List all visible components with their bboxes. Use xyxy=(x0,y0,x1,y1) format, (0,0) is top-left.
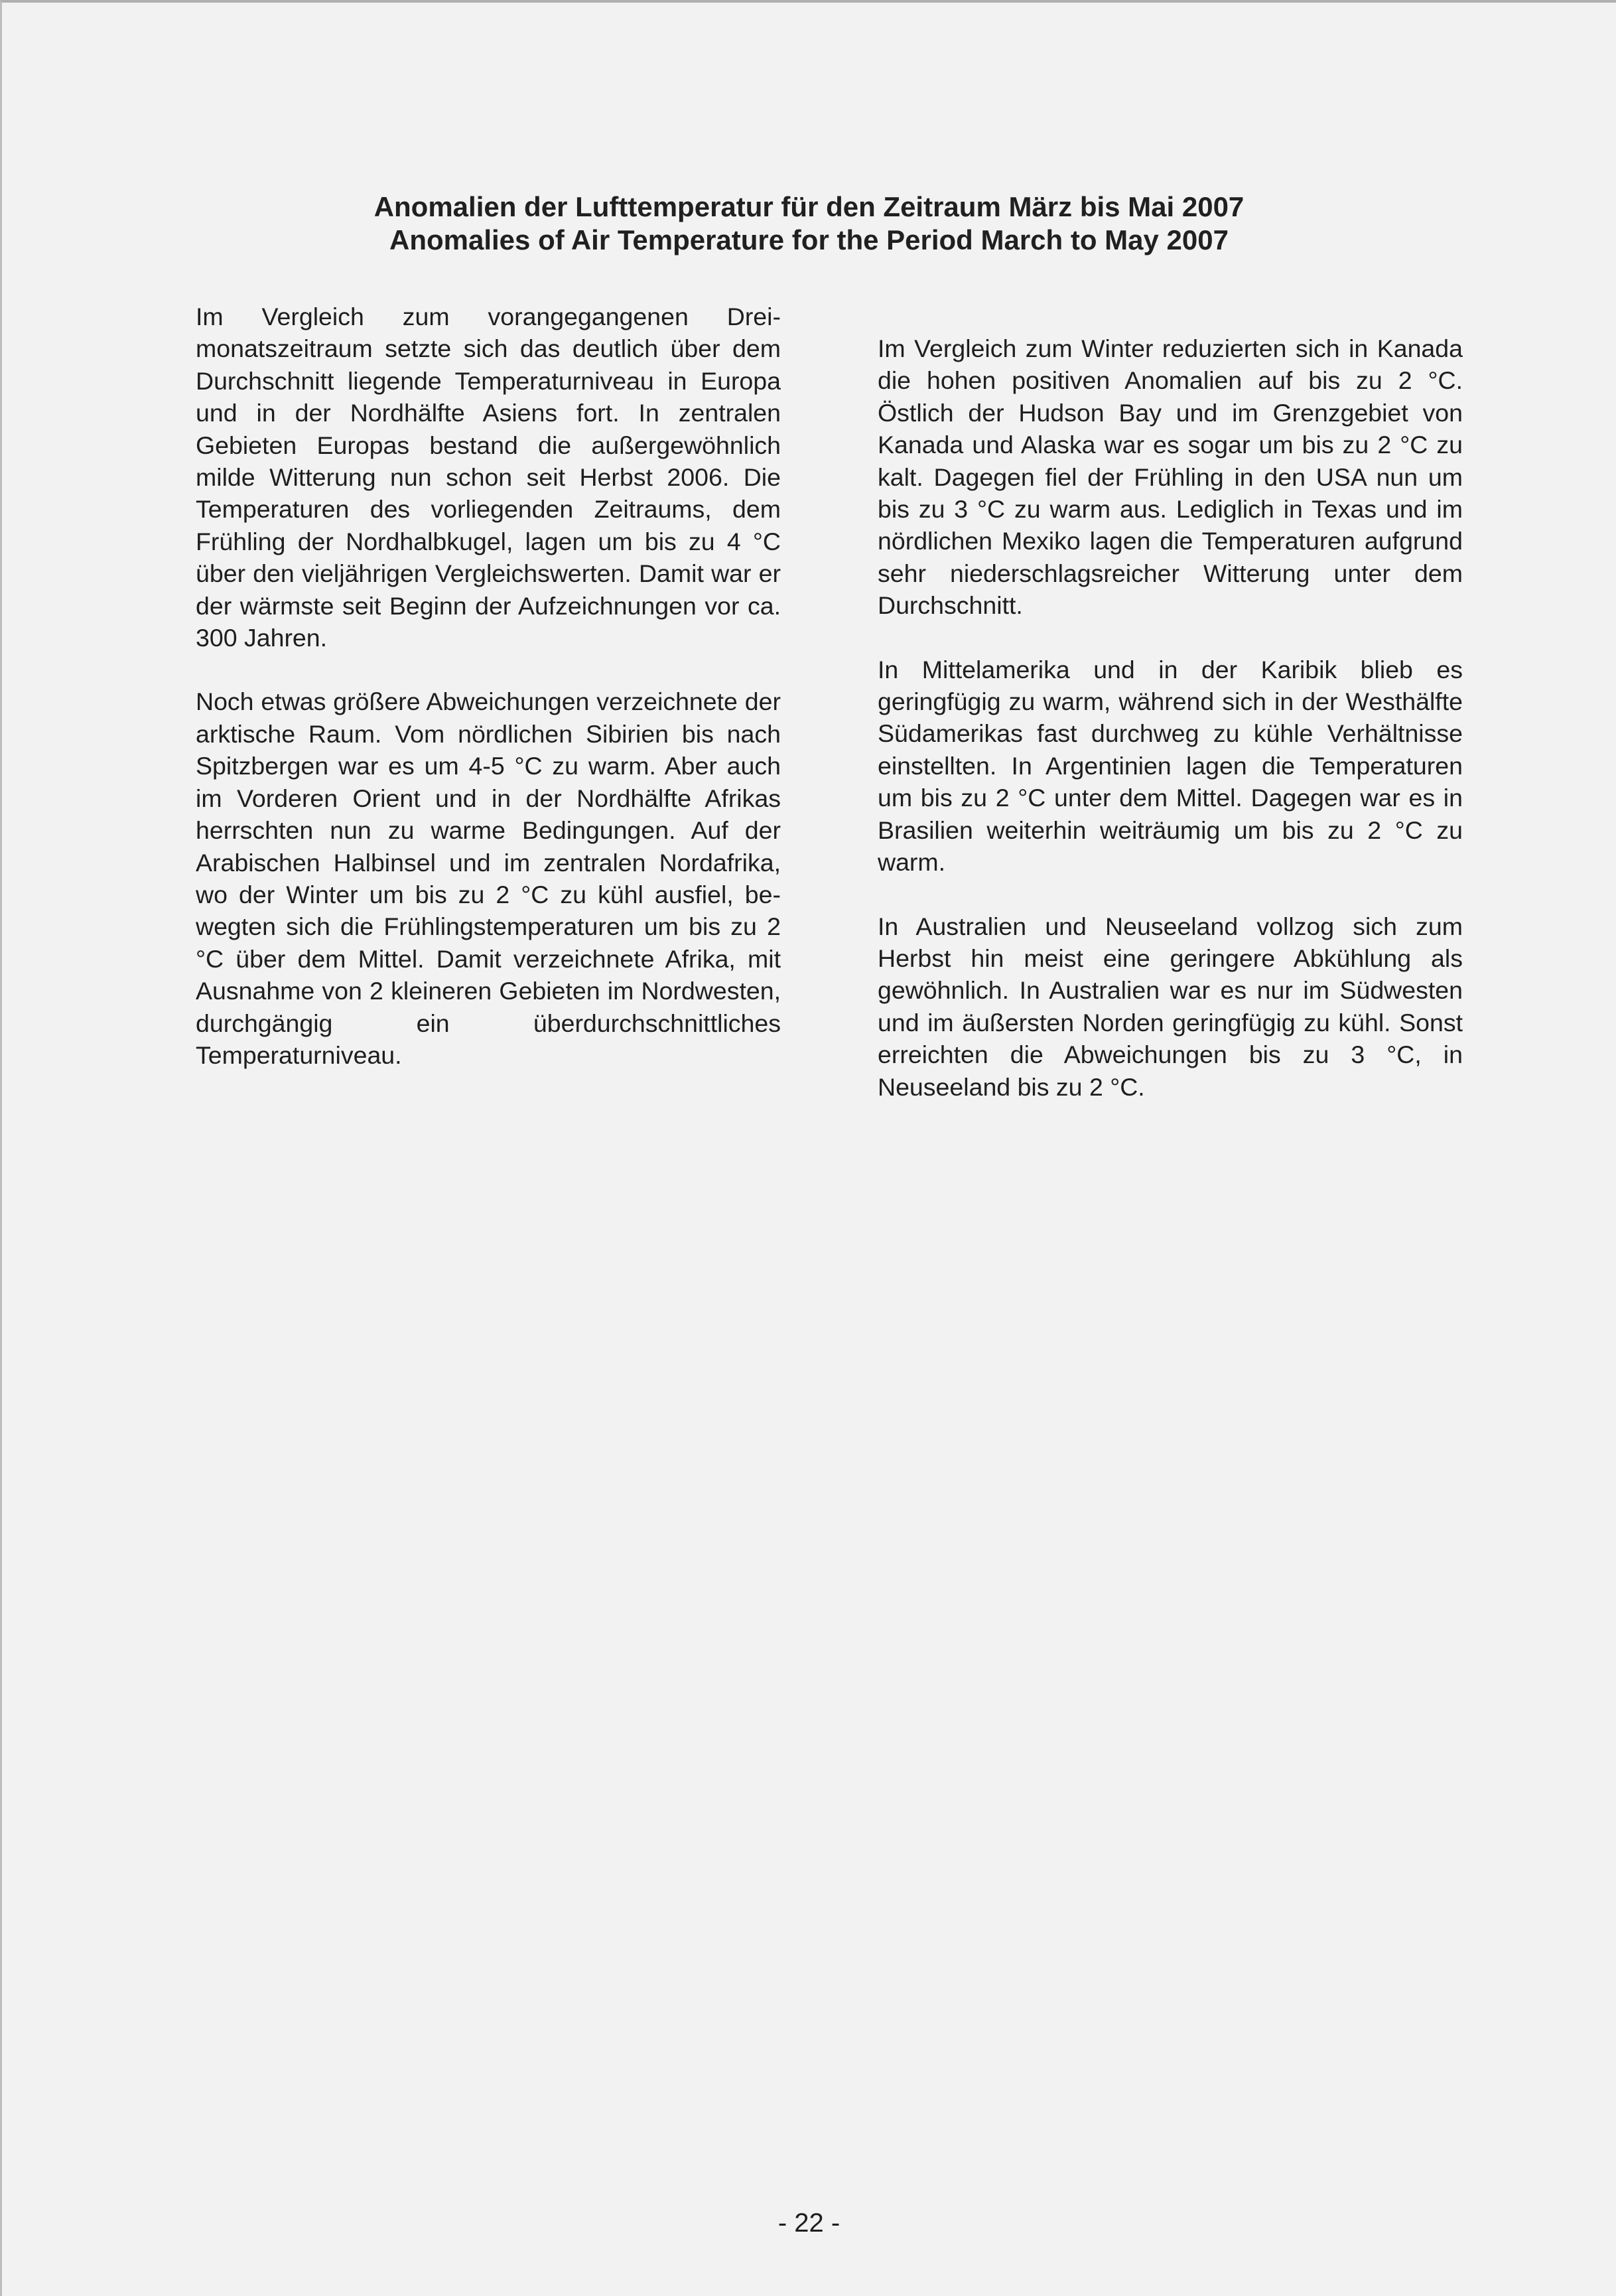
paragraph-central-south-america: In Mittelamerika und in der Karibik blieb es geringfügig zu warm, während sich in der Westhälfte Südamerikas fast durchweg zu kühle Verhältnisse einstellten. In Argentinien lagen die Temperaturen um bis zu 2 °C unter dem Mittel. Dagegen war es in Brasilien weiterhin weiträumig um bis zu 2 °C zu warm. xyxy=(878,655,1463,877)
right-text-column xyxy=(878,332,1463,1135)
paragraph-arctic-africa: Noch etwas größere Abweichungen verzeichnete der arktische Raum. Vom nördlichen Sibirien bis nach Spitzbergen war es um 4-5 °C zu warm. Aber auch im Vorderen Orient und in der Nordhälfte Afrikas herrschten nun zu warme Bedingungen. Auf der Arabischen Halbinsel und im zentralen Nordafrika, wo der Winter um bis zu 2 °C zu kühl ausfiel, bewegten sich die Frühlingstemperaturen um bis zu 2 °C über dem Mittel. Damit verzeichnete Afrika, mit Ausnahme von 2 kleineren Gebieten im Nordwesten, durchgängig ein überdurchschnittliches Temperaturniveau. xyxy=(196,687,781,1069)
paragraph-europe-asia: Im Vergleich zum vorangegangenen Dreimonatszeitraum setzte sich das deutlich über dem Durchschnitt liegende Temperaturniveau in Europa und in der Nordhälfte Asiens fort. In zentralen Gebieten Europas bestand die außergewöhnlich milde Witterung nun schon seit Herbst 2006. Die Temperaturen des vorliegenden Zeitraums, dem Frühling der Nordhalbkugel, lagen um bis zu 4 °C über den vieljährigen Vergleichswerten. Damit war er der wärmste seit Beginn der Aufzeichnungen vor ca. 300 Jahren. xyxy=(196,303,781,652)
title-german: Anomalien der Lufttemperatur für den Zeitraum März bis Mai 2007 xyxy=(373,191,1245,222)
paragraph-north-america: Im Vergleich zum Winter reduzierten sich in Kanada die hohen positiven Anomalien auf bis zu 2 °C. Östlich der Hudson Bay und im Grenzgebiet von Kanada und Alaska war es sogar um bis zu 2 °C zu kalt. Dagegen fiel der Frühling in den USA nun um bis zu 3 °C zu warm aus. Lediglich in Texas und im nördlichen Mexiko lagen die Temperaturen aufgrund sehr niederschlagsreicher Witterung unter dem Durchschnitt. xyxy=(878,334,1463,620)
left-text-column xyxy=(196,301,781,1103)
page-number: - 22 - xyxy=(777,2208,841,2238)
page-title xyxy=(2,190,1616,257)
paragraph-australia-new-zealand: In Australien und Neuseeland vollzog sich zum Herbst hin meist eine geringere Abkühlung als gewöhnlich. In Australien war es nur im Südwesten und im äußersten Norden geringfügig zu kühl. Sonst erreichten die Abweichungen bis zu 3 °C, in Neuseeland bis zu 2 °C. xyxy=(878,912,1463,1101)
title-english: Anomalies of Air Temperature for the Period March to May 2007 xyxy=(389,224,1229,255)
